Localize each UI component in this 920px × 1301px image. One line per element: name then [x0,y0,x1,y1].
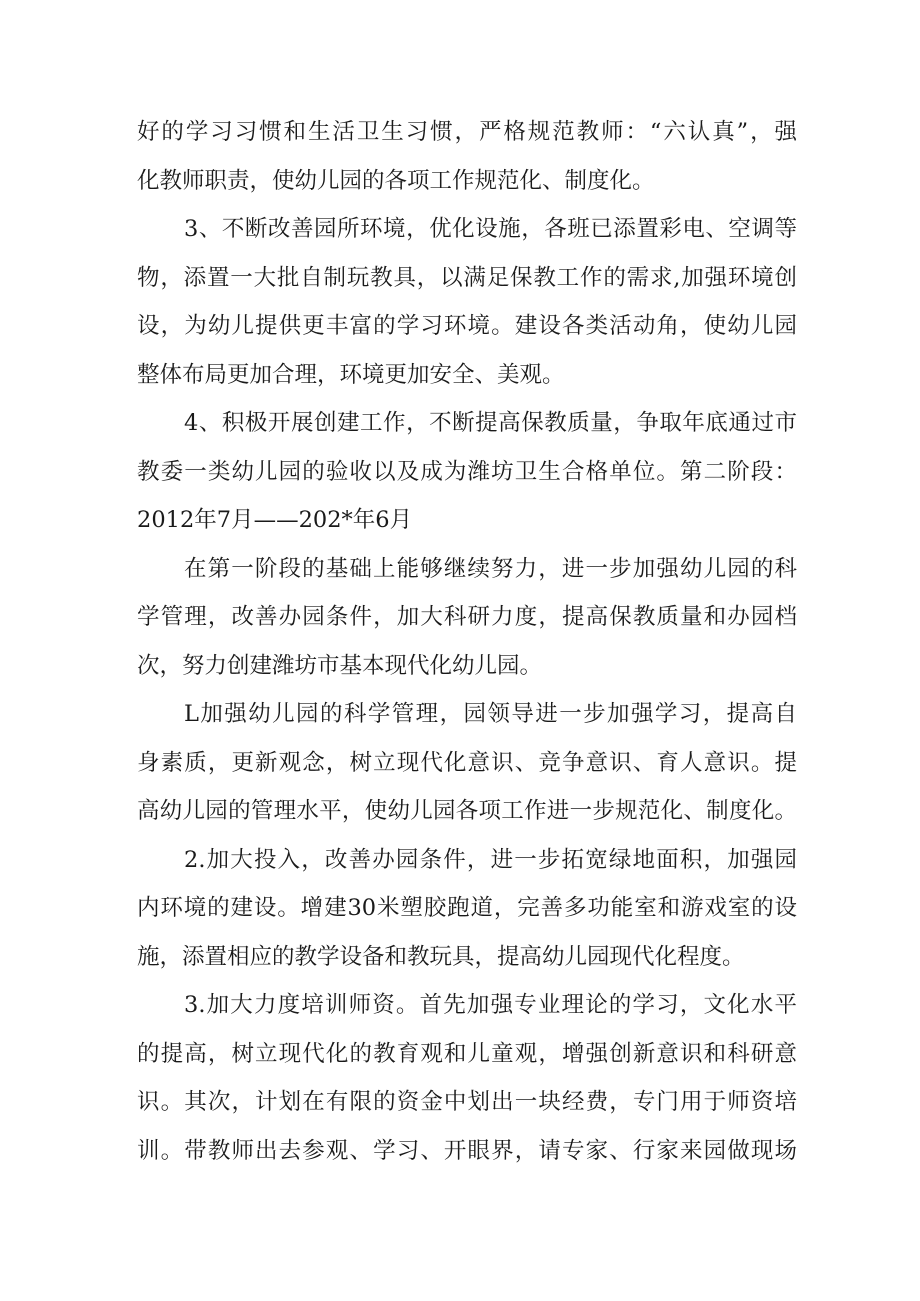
text-line: 的提高，树立现代化的教育观和儿童观，增强创新意识和科研意 [137,1040,797,1067]
text-line: 物，添置一大批自制玩教具，以满足保教工作的需求,加强环境创 [137,264,797,291]
text-line: 次，努力创建潍坊市基本现代化幼儿园。 [137,652,543,679]
text-line: 在第一阶段的基础上能够继续努力，进一步加强幼儿园的科 [184,555,797,582]
text-line: 施，添置相应的教学设备和教玩具，提高幼儿园现代化程度。 [137,943,745,970]
text-line: 内环境的建设。增建30米塑胶跑道，完善多功能室和游戏室的设 [137,895,797,921]
text-line: 2.加大投入，改善办园条件，进一步拓宽绿地面积，加强园 [184,846,797,873]
text-line: 设，为幼儿提供更丰富的学习环境。建设各类活动角，使幼儿园 [137,313,797,339]
text-line: 化教师职责，使幼儿园的各项工作规范化、制度化。 [137,167,655,194]
text-line: 2012年7月——202*年6月 [137,507,413,533]
text-line: 3.加大力度培训师资。首先加强专业理论的学习，文化水平 [184,992,797,1018]
text-line: 好的学习习惯和生活卫生习惯，严格规范教师：“六认真”，强 [137,119,797,145]
text-line: 3、不断改善园所环境，优化设施，各班已添置彩电、空调等 [184,216,797,242]
text-line: 4、积极开展创建工作，不断提高保教质量，争取年底通过市 [184,410,797,436]
text-line: 整体布局更加合理，环境更加安全、美观。 [137,361,565,388]
text-line: 教委一类幼儿园的验收以及成为潍坊卫生合格单位。第二阶段： [137,458,797,485]
text-line: 高幼儿园的管理水平，使幼儿园各项工作进一步规范化、制度化。 [137,798,797,824]
text-line: 训。带教师出去参观、学习、开眼界，请专家、行家来园做现场 [137,1137,797,1164]
text-line: 学管理，改善办园条件，加大科研力度，提高保教质量和办园档 [137,604,797,630]
text-line: 身素质，更新观念，树立现代化意识、竞争意识、育人意识。提 [137,749,797,776]
text-line: L加强幼儿园的科学管理，园领导进一步加强学习，提高自 [184,701,797,727]
document-body [137,108,797,1175]
text-line: 识。其次，计划在有限的资金中划出一块经费，专门用于师资培 [137,1089,797,1115]
